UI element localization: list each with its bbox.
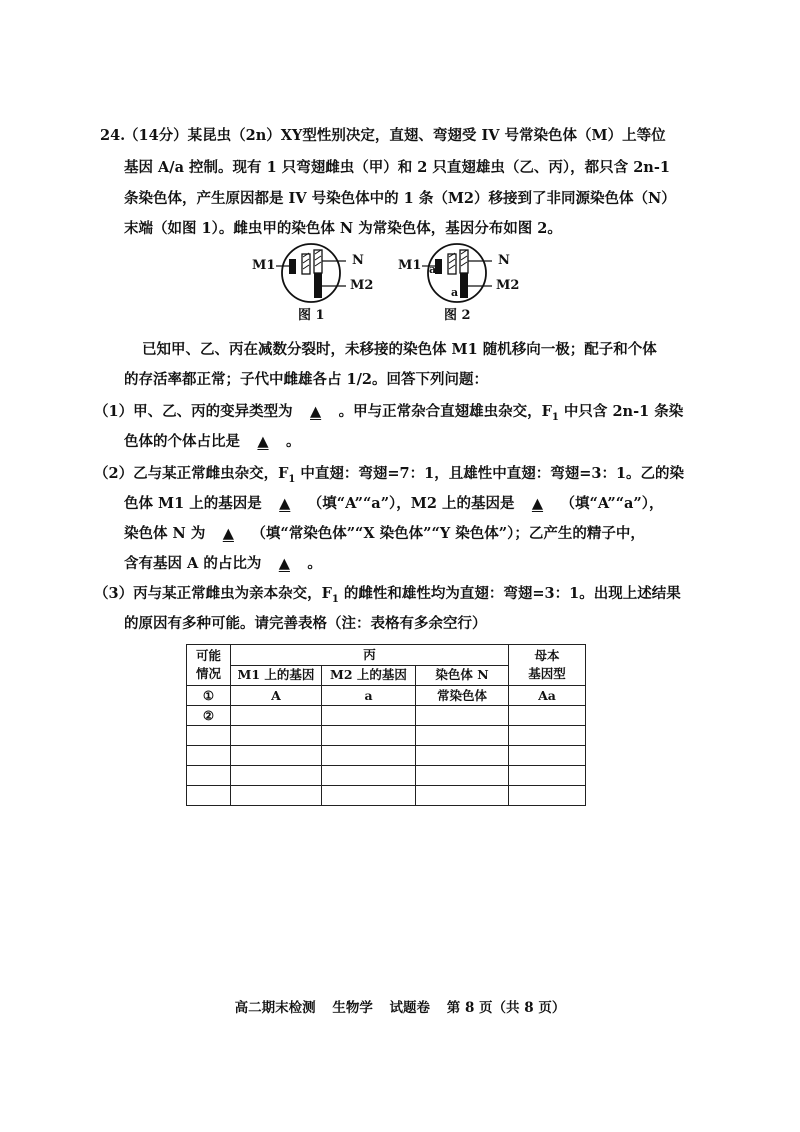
answer-blank-1-2[interactable]: ▲ (257, 433, 269, 450)
page-footer (0, 998, 800, 1018)
figure-1-caption: 图 1 (298, 308, 325, 323)
answer-table (186, 644, 586, 806)
footer-page: 第 8 页（共 8 页） (446, 1000, 566, 1016)
footer-exam: 高二期末检测 (234, 1000, 316, 1016)
header-possible-situation: 可能 情况 (187, 645, 231, 686)
header-m1-gene: M1 上的基因 (231, 665, 322, 686)
figure-1-m2-label: M2 (350, 278, 374, 293)
part-2-line-4: 含有基因 A 的占比为 ▲ 。 (124, 555, 322, 572)
part-1-line-2: 色体的个体占比是 ▲ 。 (124, 433, 301, 450)
table-row (187, 726, 586, 746)
answer-blank-2-4[interactable]: ▲ (278, 555, 290, 572)
intro-line-1: （14分）某昆虫（2n）XY型性别决定，直翅、弯翅受 IV 号常染色体（M）上等位 (124, 127, 666, 144)
intro-line-2: 基因 A/a 控制。现有 1 只弯翅雌虫（甲）和 2 只直翅雄虫（乙、丙），都只含 2n-1 (124, 159, 670, 176)
figure-2-n-label: N (498, 253, 510, 268)
part-2-line-3: 染色体 N 为 ▲ （填“常染色体”“X 染色体”“Y 染色体”）；乙产生的精子中， (124, 525, 645, 542)
footer-subject: 生物学 (332, 1000, 373, 1016)
figure-1-diagram (276, 242, 346, 304)
footer-paper: 试题卷 (389, 1000, 431, 1016)
intro-line-3: 条染色体，产生原因都是 IV 号染色体中的 1 条（M2）移接到了非同源染色体（N） (124, 190, 676, 207)
header-chromosome-n: 染色体 N (416, 665, 509, 686)
table-row: ① A a 常染色体 Aa (187, 686, 586, 706)
intro-line-4: 末端（如图 1）。雌虫甲的染色体 N 为常染色体，基因分布如图 2。 (124, 220, 562, 237)
question-number: 24. (100, 127, 126, 144)
figure-2-m1-label: M1 (398, 258, 422, 273)
part-1-line-1: （1）甲、乙、丙的变异类型为 ▲ 。甲与正常杂合直翅雄虫杂交，$F_1$ 中只含 2n-1 条染 (94, 403, 684, 423)
table-row: ② (187, 706, 586, 726)
answer-blank-2-2[interactable]: ▲ (531, 495, 544, 512)
figure-2-m2-label: M2 (496, 278, 520, 293)
header-m2-gene: M2 上的基因 (322, 665, 416, 686)
answer-blank-2-3[interactable]: ▲ (222, 525, 234, 542)
figure-1-m1-label: M1 (252, 258, 276, 273)
figure-1-n-label: N (352, 253, 364, 268)
context-line-2: 的存活率都正常；子代中雌雄各占 1/2。回答下列问题： (124, 371, 489, 388)
part-2-line-2: 色体 M1 上的基因是 ▲ （填“A”“a”），M2 上的基因是 ▲ （填“A”“a”）， (124, 495, 664, 512)
part-2-line-1: （2）乙与某正常雌虫杂交，$F_1$ 中直翅：弯翅=7：1，且雄性中直翅：弯翅=3：1。乙的染 (94, 465, 685, 485)
part-3-line-2: 的原因有多种可能。请完善表格（注：表格有多余空行） (124, 615, 487, 632)
header-bing: 丙 (231, 645, 509, 666)
context-line-1: 已知甲、乙、丙在减数分裂时，未移接的染色体 M1 随机移向一极；配子和个体 (142, 341, 657, 358)
table-row (187, 786, 586, 806)
figure-2-gene-a-lower: a (451, 286, 459, 299)
figure-2-gene-a-upper: a (429, 263, 437, 276)
table-row (187, 766, 586, 786)
part-3-line-1: （3）丙与某正常雌虫为亲本杂交，$F_1$ 的雌性和雄性均为直翅：弯翅=3：1。出现上述结果 (94, 585, 681, 605)
answer-blank-1-1[interactable]: ▲ (310, 403, 322, 420)
figure-2-caption: 图 2 (444, 308, 471, 323)
answer-blank-2-1[interactable]: ▲ (279, 495, 291, 512)
table-row (187, 746, 586, 766)
header-mother-genotype: 母本 基因型 (509, 645, 586, 686)
